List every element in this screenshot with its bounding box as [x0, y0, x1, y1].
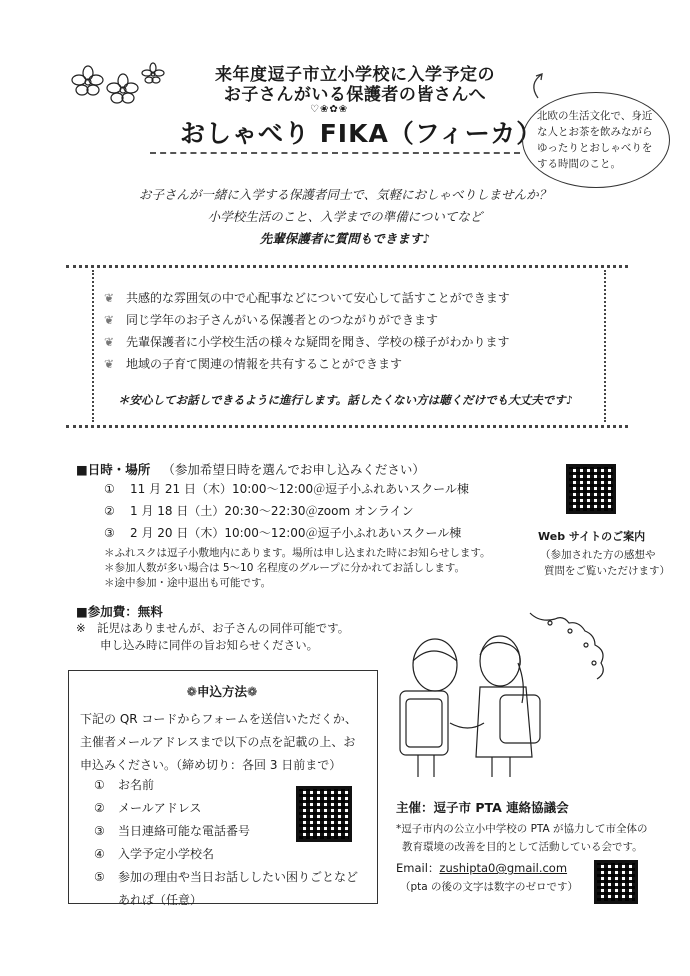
schedule-list [104, 478, 469, 544]
features-border-bottom [66, 425, 628, 428]
intro-line-2: 小学校生活のこと、入学までの準備についてなど [207, 209, 483, 224]
email-label: Email： [396, 861, 440, 875]
fee-note-2: 申し込み時に同伴の旨お知らせください。 [100, 638, 319, 652]
email-link[interactable]: zushipta0@gmail.com [439, 861, 568, 875]
title-decoration: ♡❀✿❀ [310, 104, 349, 115]
fika-definition-text: 北欧の生活文化で、身近な人とお茶を飲みながらゆったりとおしゃべりをする時間のこと。 [537, 110, 653, 170]
fee-heading: ■参加費：無料 [76, 604, 163, 619]
features-list [104, 287, 510, 375]
schedule-notes: ＊ふれスクは逗子小敷地内にあります。場所は申し込まれた時にお知らせします。 ＊参加人数が多い場合は 5～10 名程度のグループに分かれてお話しします。 ＊途中参加・途中退出も可能です。 [104, 547, 491, 589]
application-item-cont: あれば（任意） [118, 893, 203, 907]
features-border-right [604, 270, 606, 422]
application-item: ④ 入学予定小学校名 [94, 847, 215, 861]
feature-item: ❦ 共感的な雰囲気の中で心配事などについて安心して話すことができます [104, 287, 510, 309]
leaf-bullet-icon: ❦ [104, 357, 115, 371]
email-qr-code[interactable] [594, 860, 638, 904]
application-item: ⑤ 参加の理由や当日お話ししたい困りごとなど [94, 870, 359, 884]
bubble-pointer [508, 70, 548, 110]
application-instructions: 下記の QR コードからフォームを送信いただくか、 主催者メールアドレスまで以下の点を記載の上、お 申込みください。（締め切り：各回 3 日前まで） [80, 712, 357, 772]
features-border-left [92, 270, 94, 422]
flower-decoration [68, 60, 168, 108]
children-with-backpacks-illustration [380, 605, 650, 785]
schedule-item: ③ 2 月 20 日（木）10:00～12:00＠逗子小ふれあいスクール棟 [104, 526, 462, 540]
organizer-heading: 主催：逗子市 PTA 連絡協議会 [396, 800, 569, 815]
application-item: ① お名前 [94, 778, 155, 792]
feature-item: ❦ 同じ学年のお子さんがいる保護者とのつながりができます [104, 309, 510, 331]
feature-item: ❦ 先輩保護者に小学校生活の様々な疑問を聞き、学校の様子がわかります [104, 331, 510, 353]
page-title: おしゃべり FIKA（フィーカ） [180, 119, 543, 148]
website-note-1: （参加された方の感想や [540, 549, 656, 561]
intro-line-1: お子さんが一緒に入学する保護者同士で、気軽におしゃべりしませんか？ [138, 187, 552, 202]
feature-item: ❦ 地域の子育て関連の情報を共有することができます [104, 353, 510, 375]
title-underline [150, 152, 520, 154]
organizer-desc-1: *逗子市内の公立小中学校の PTA が協力して市全体の [396, 823, 648, 835]
features-border-top [66, 265, 628, 268]
website-qr-code[interactable] [566, 464, 616, 514]
application-title: ❁申込方法❁ [186, 684, 258, 699]
application-form-qr-code[interactable] [296, 786, 352, 842]
intro-line-3: 先輩保護者に質問もできます♪ [259, 231, 431, 246]
fee-note-1: ※ 託児はありませんが、お子さんの同伴可能です。 [76, 621, 350, 635]
features-note: ＊安心してお話しできるように進行します。話したくない方は聴くだけでも大丈夫です♪ [118, 393, 573, 407]
application-item: ③ 当日連絡可能な電話番号 [94, 824, 251, 838]
email-note: （pta の後の文字は数字のゼロです） [400, 881, 579, 893]
website-note-2: 質問をご覧いただけます） [544, 565, 670, 577]
leaf-bullet-icon: ❦ [104, 313, 115, 327]
website-label: Web サイトのご案内 [538, 530, 646, 543]
schedule-item: ② 1 月 18 日（土）20:30～22:30＠zoom オンライン [104, 504, 414, 518]
schedule-item: ① 11 月 21 日（木）10:00～12:00＠逗子小ふれあいスクール棟 [104, 482, 469, 496]
organizer-email-line [396, 860, 567, 876]
application-item: ② メールアドレス [94, 801, 202, 815]
organizer-desc-2: 教育環境の改善を目的として活動している会です。 [402, 841, 643, 853]
header-line-1: 来年度逗子市立小学校に入学予定の [215, 65, 495, 85]
leaf-bullet-icon: ❦ [104, 291, 115, 305]
header-line-2: お子さんがいる保護者の皆さんへ [223, 85, 487, 105]
schedule-heading: ■日時・場所 （参加希望日時を選んでお申し込みください） [76, 462, 425, 477]
leaf-bullet-icon: ❦ [104, 335, 115, 349]
